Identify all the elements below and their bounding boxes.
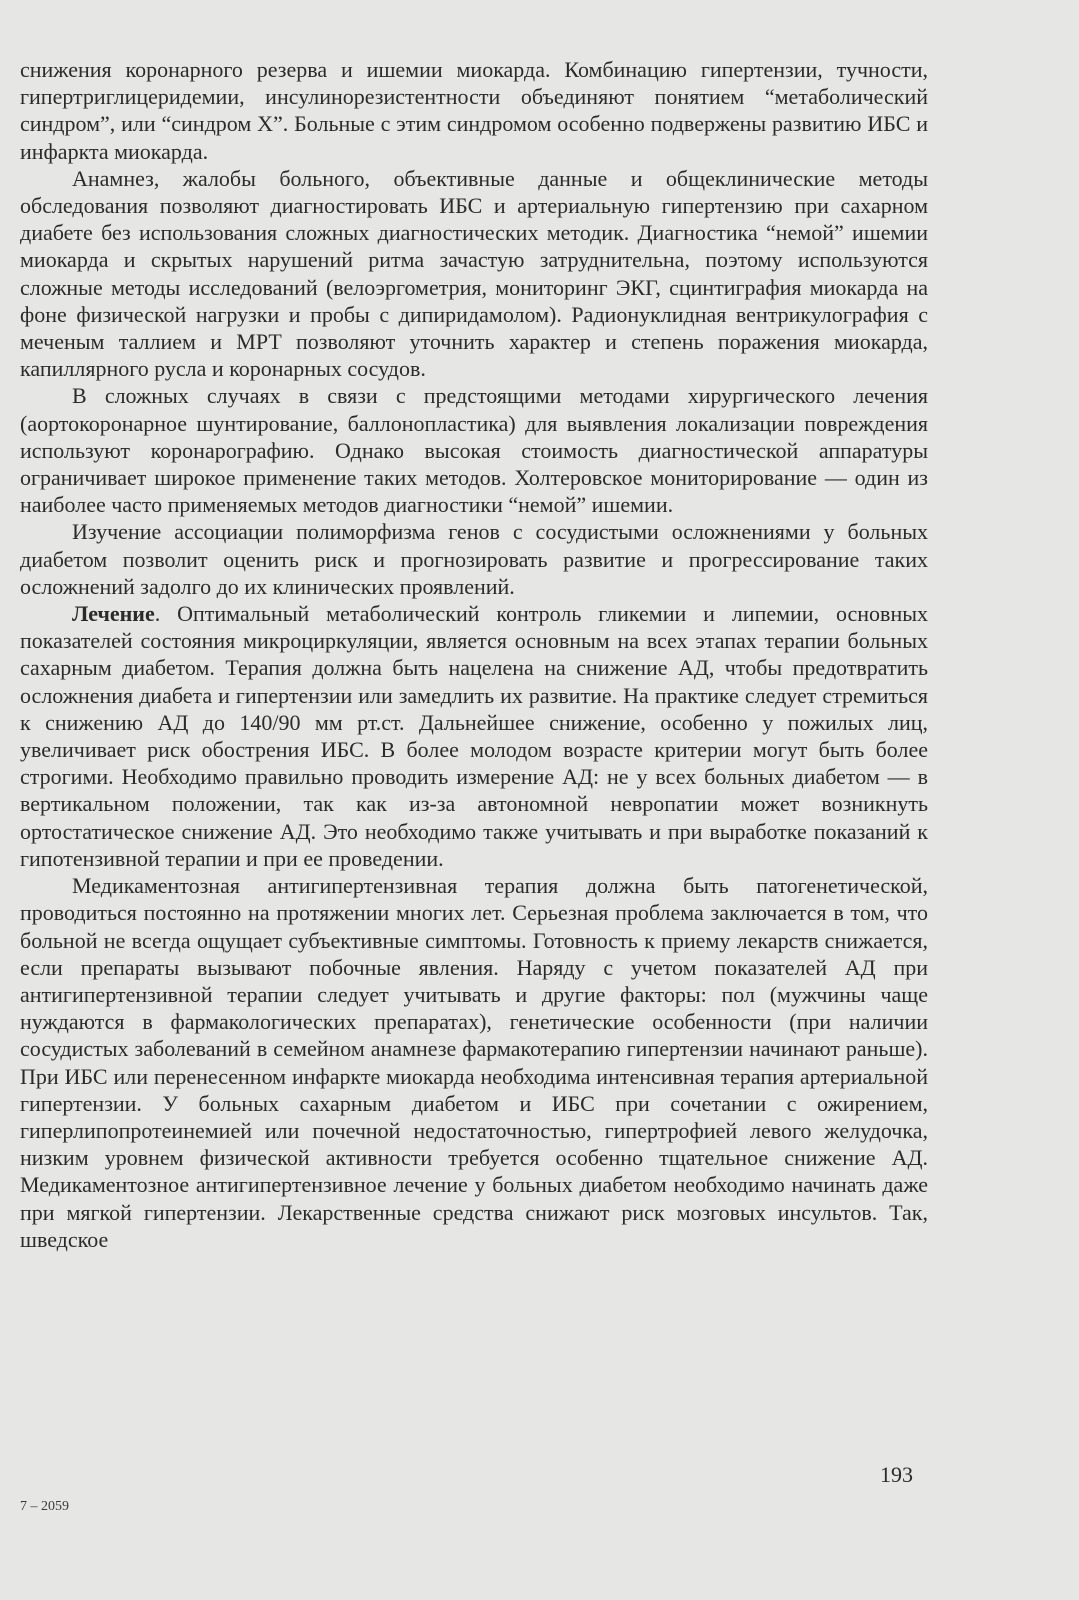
page-number: 193: [880, 1462, 913, 1487]
paragraph-5-text: . Оптимальный метаболический контроль гликемии и липемии, основных показателей состояния микроциркуляции, является основным на всех этапах терапии больных сахарным диабетом. Терапия должна быть нацелена на снижение АД, чтобы предотвратить осложнения диабета и гипертензии или замедлить их развитие. На практике следует стремиться к снижению АД до 140/90 мм рт.ст. Дальнейшее снижение, особенно у пожилых лиц, увеличивает риск обострения ИБС. В более молодом возрасте критерии могут быть более строгими. Необходимо правильно проводить измерение АД: не у всех больных диабетом — в вертикальном положении, так как из-за автономной невропатии может возникнуть ортостатическое снижение АД. Это необходимо также учитывать и при выработке показаний к гипотензивной терапии и при ее проведении.: [20, 601, 928, 871]
paragraph-1: снижения коронарного резерва и ишемии миокарда. Комбинацию гипертензии, тучности, гипертриглицеридемии, инсулинорезистентности объединяют понятием “метаболический синдром”, или “синдром X”. Больные с этим синдромом особенно подвержены развитию ИБС и инфаркта миокарда.: [20, 57, 928, 164]
paragraph-4: Изучение ассоциации полиморфизма генов с сосудистыми осложнениями у больных диабетом позволит оценить риск и прогнозировать развитие и прогрессирование таких осложнений задолго до их клинических проявлений.: [20, 519, 928, 599]
paragraph-6: Медикаментозная антигипертензивная терапия должна быть патогенетической, проводиться постоянно на протяжении многих лет. Серьезная проблема заключается в том, что больной не всегда ощущает субъективные симптомы. Готовность к приему лекарств снижается, если препараты вызывают побочные явления. Наряду с учетом показателей АД при антигипертензивной терапии следует учитывать и другие факторы: пол (мужчины чаще нуждаются в фармакологических препаратах), генетические особенности (при наличии сосудистых заболеваний в семейном анамнезе фармакотерапию гипертензии начинают раньше). При ИБС или перенесенном инфаркте миокарда необходима интенсивная терапия артериальной гипертензии. У больных сахарным диабетом и ИБС при сочетании с ожирением, гиперлипопротеинемией или почечной недостаточностью, гипертрофией левого желудочка, низким уровнем физической активности требуется особенно тщательное снижение АД. Медикаментозное антигипертензивное лечение у больных диабетом необходимо начинать даже при мягкой гипертензии. Лекарственные средства снижают риск мозговых инсультов. Так, шведское: [20, 873, 928, 1252]
paragraph-3: В сложных случаях в связи с предстоящими методами хирургического лечения (аортокоронарное шунтирование, баллонопластика) для выявления локализации повреждения используют коронарографию. Однако высокая стоимость диагностической аппаратуры ограничивает широкое применение таких методов. Холтеровское мониторирование — один из наиболее часто применяемых методов диагностики “немой” ишемии.: [20, 383, 928, 518]
paragraph-2: Анамнез, жалобы больного, объективные данные и общеклинические методы обследования позволяют диагностировать ИБС и артериальную гипертензию при сахарном диабете без использования сложных диагностических методик. Диагностика “немой” ишемии миокарда и скрытых нарушений ритма зачастую затруднительна, поэтому используются сложные методы исследований (велоэргометрия, мониторинг ЭКГ, сцинтиграфия миокарда на фоне физической нагрузки и пробы с дипиридамолом). Радионуклидная вентрикулография с меченым таллием и МРТ позволяют уточнить характер и степень поражения миокарда, капиллярного русла и коронарных сосудов.: [20, 165, 928, 382]
paragraph-5: [20, 600, 928, 872]
section-lead-treatment: Лечение: [72, 601, 155, 627]
printer-signature: 7 – 2059: [20, 1499, 69, 1514]
body-text: [20, 56, 928, 1253]
